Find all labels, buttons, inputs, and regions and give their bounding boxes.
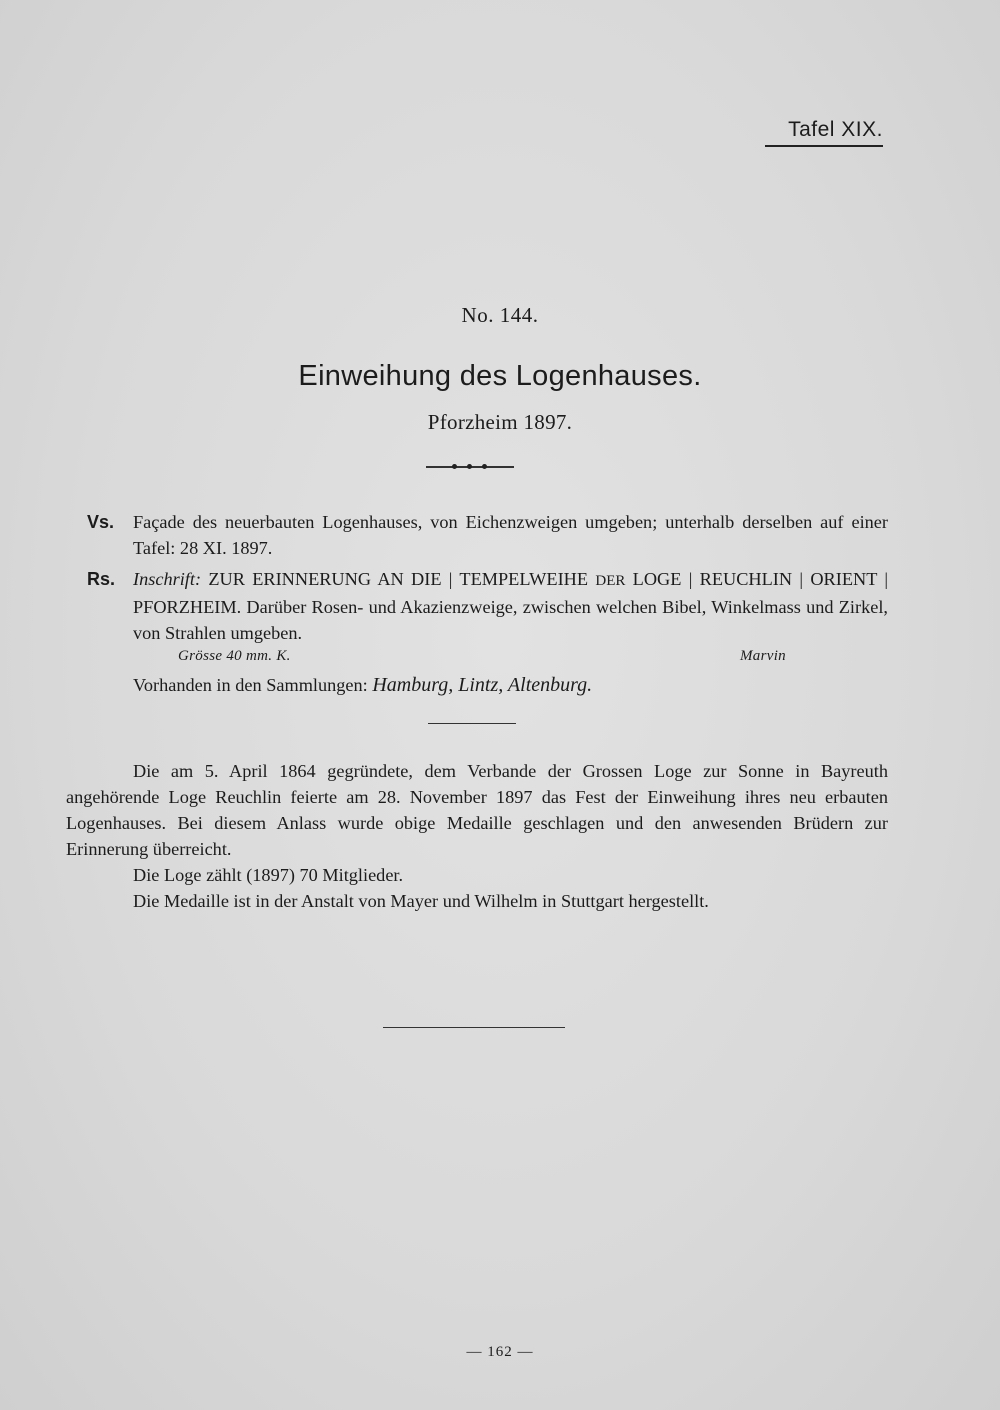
collections-label: Vorhanden in den Sammlungen: — [133, 675, 373, 695]
inscription-label: Inschrift: — [133, 569, 202, 589]
ornament-dot — [467, 464, 472, 469]
obverse-tag: Vs. — [87, 512, 115, 532]
ornament-dot — [452, 464, 457, 469]
body-paragraph: Die Medaille ist in der Anstalt von Mayer und Wilhelm in Stuttgart hergestellt. — [133, 891, 709, 911]
size-info: Grösse 40 mm. K. — [178, 648, 291, 664]
section-divider — [428, 723, 516, 724]
body-paragraph: Die am 5. April 1864 gegründete, dem Verbande der Grossen Loge zur Sonne in Bayreuth angehörende Loge Reuchlin feierte am 28. November 1897 das Fest der Einweihung ihres neu erbauten Logenhauses. Bei diesem Anlass wurde obige Medaille geschlagen und den anwesenden Brüdern zur Erinnerung überreicht. — [66, 761, 888, 859]
obverse-text: Façade des neuerbauten Logenhauses, von Eichenzweigen umgeben; unterhalb derselben auf einer Tafel: 28 XI. 1897. — [133, 512, 888, 558]
inscription-text-2: LOGE | REUCHLIN | ORIENT | PFORZHEIM. — [133, 569, 889, 617]
obverse-description — [87, 509, 888, 561]
item-number: No. 144. — [461, 303, 539, 327]
page-number: — 162 — — [466, 1344, 534, 1360]
inscription-text-1: ZUR ERINNERUNG AN DIE | TEMPELWEIHE — [201, 569, 596, 589]
body-text — [66, 758, 888, 914]
reverse-description — [87, 566, 889, 646]
page-title: Einweihung des Logenhauses. — [298, 360, 702, 392]
collections-line — [133, 672, 592, 698]
ornament-dot — [482, 464, 487, 469]
end-divider — [383, 1027, 565, 1028]
medallist-reference: Marvin — [740, 648, 786, 664]
inscription-der: DER — [595, 573, 626, 589]
ornament-divider — [426, 466, 514, 468]
body-paragraph: Die Loge zählt (1897) 70 Mitglieder. — [133, 865, 404, 885]
collections-places: Hamburg, Lintz, Altenburg. — [372, 674, 593, 696]
reverse-text: Darüber Rosen- und Akazienzweige, zwischen welchen Bibel, Winkelmass und Zirkel, von Strahlen umgeben. — [133, 597, 888, 643]
reverse-tag: Rs. — [87, 569, 116, 589]
subtitle: Pforzheim 1897. — [427, 410, 573, 434]
plate-label: Tafel XIX. — [765, 118, 883, 147]
